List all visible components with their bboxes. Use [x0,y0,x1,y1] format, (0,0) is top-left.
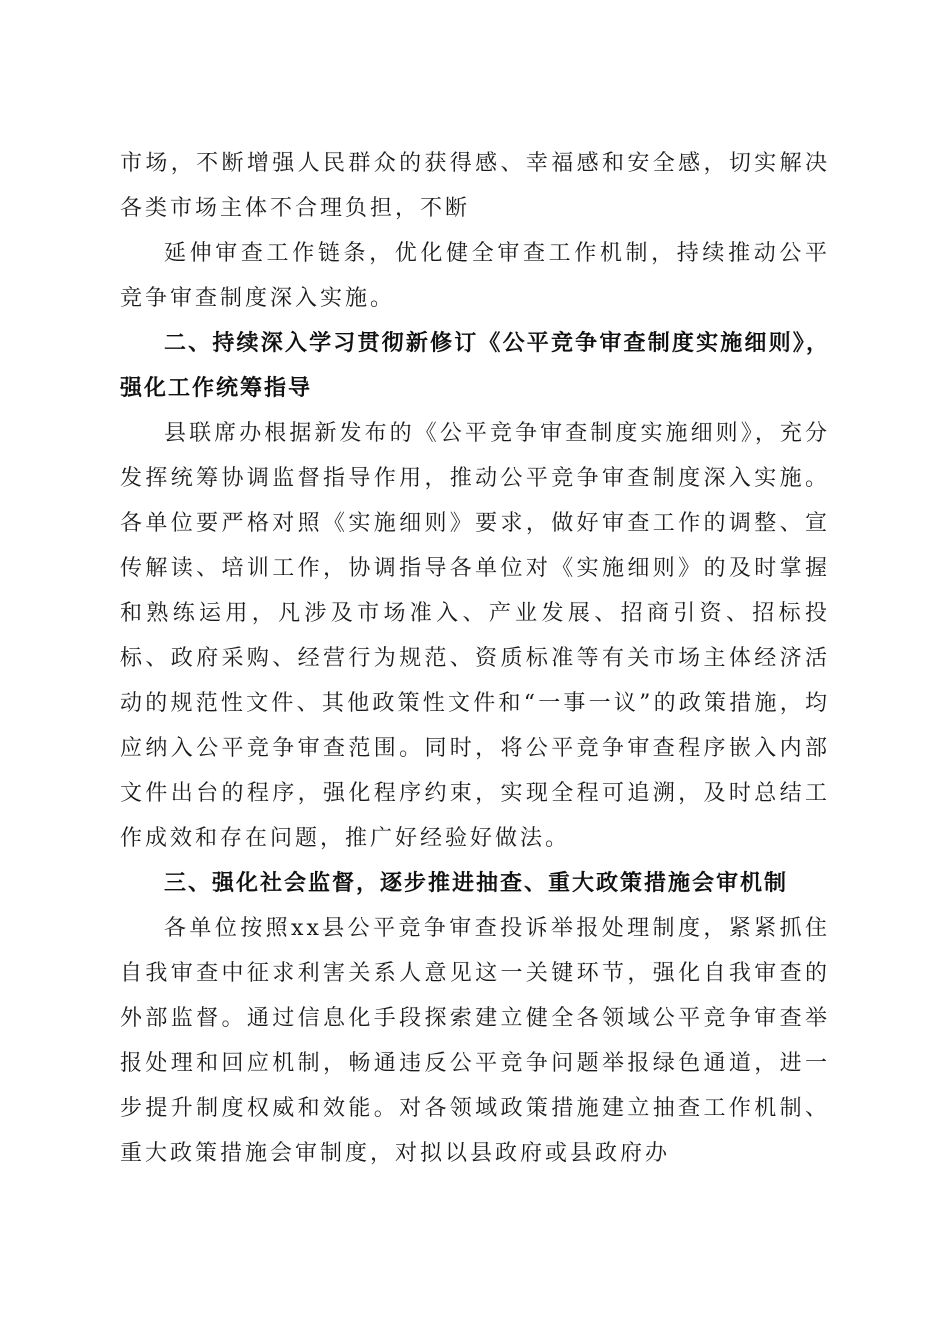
paragraph-market-burden: 市场，不断增强人民群众的获得感、幸福感和安全感，切实解决各类市场主体不合理负担，不断 [120,151,830,221]
paragraph-section-2-body: 县联席办根据新发布的《公平竞争审查制度实施细则》，充分发挥统筹协调监督指导作用，推动公平竞争审查制度深入实施。各单位要严格对照《实施细则》要求，做好审查工作的调整、宣传解读、培训工作，协调指导各单位对《实施细则》的及时掌握和熟练运用，凡涉及市场准入、产业发展、招商引资、招标投标、政府采购、经营行为规范、资质标准等有关市场主体经济活动的规范性文件、其他政策性文件和“一事一议”的政策措施，均应纳入公平竞争审查范围。同时，将公平竞争审查程序嵌入内部文件出台的程序，强化程序约束，实现全程可追溯，及时总结工作成效和存在问题，推广好经验好做法。 [120,421,830,851]
section-heading-3: 三、强化社会监督，逐步推进抽查、重大政策措施会审机制 [164,871,789,896]
paragraph-review-chain: 延伸审查工作链条，优化健全审查工作机制，持续推动公平竞争审查制度深入实施。 [120,241,830,311]
document-body [120,141,830,1176]
section-heading-2: 二、持续深入学习贯彻新修订《公平竞争审查制度实施细则》，强化工作统筹指导 [120,331,830,401]
paragraph-section-3-body: 各单位按照xx县公平竞争审查投诉举报处理制度，紧紧抓住自我审查中征求利害关系人意见这一关键环节，强化自我审查的外部监督。通过信息化手段探索建立健全各领域公平竞争审查举报处理和回应机制，畅通违反公平竞争问题举报绿色通道，进一步提升制度权威和效能。对各领域政策措施建立抽查工作机制、重大政策措施会审制度，对拟以县政府或县政府办 [120,916,830,1166]
